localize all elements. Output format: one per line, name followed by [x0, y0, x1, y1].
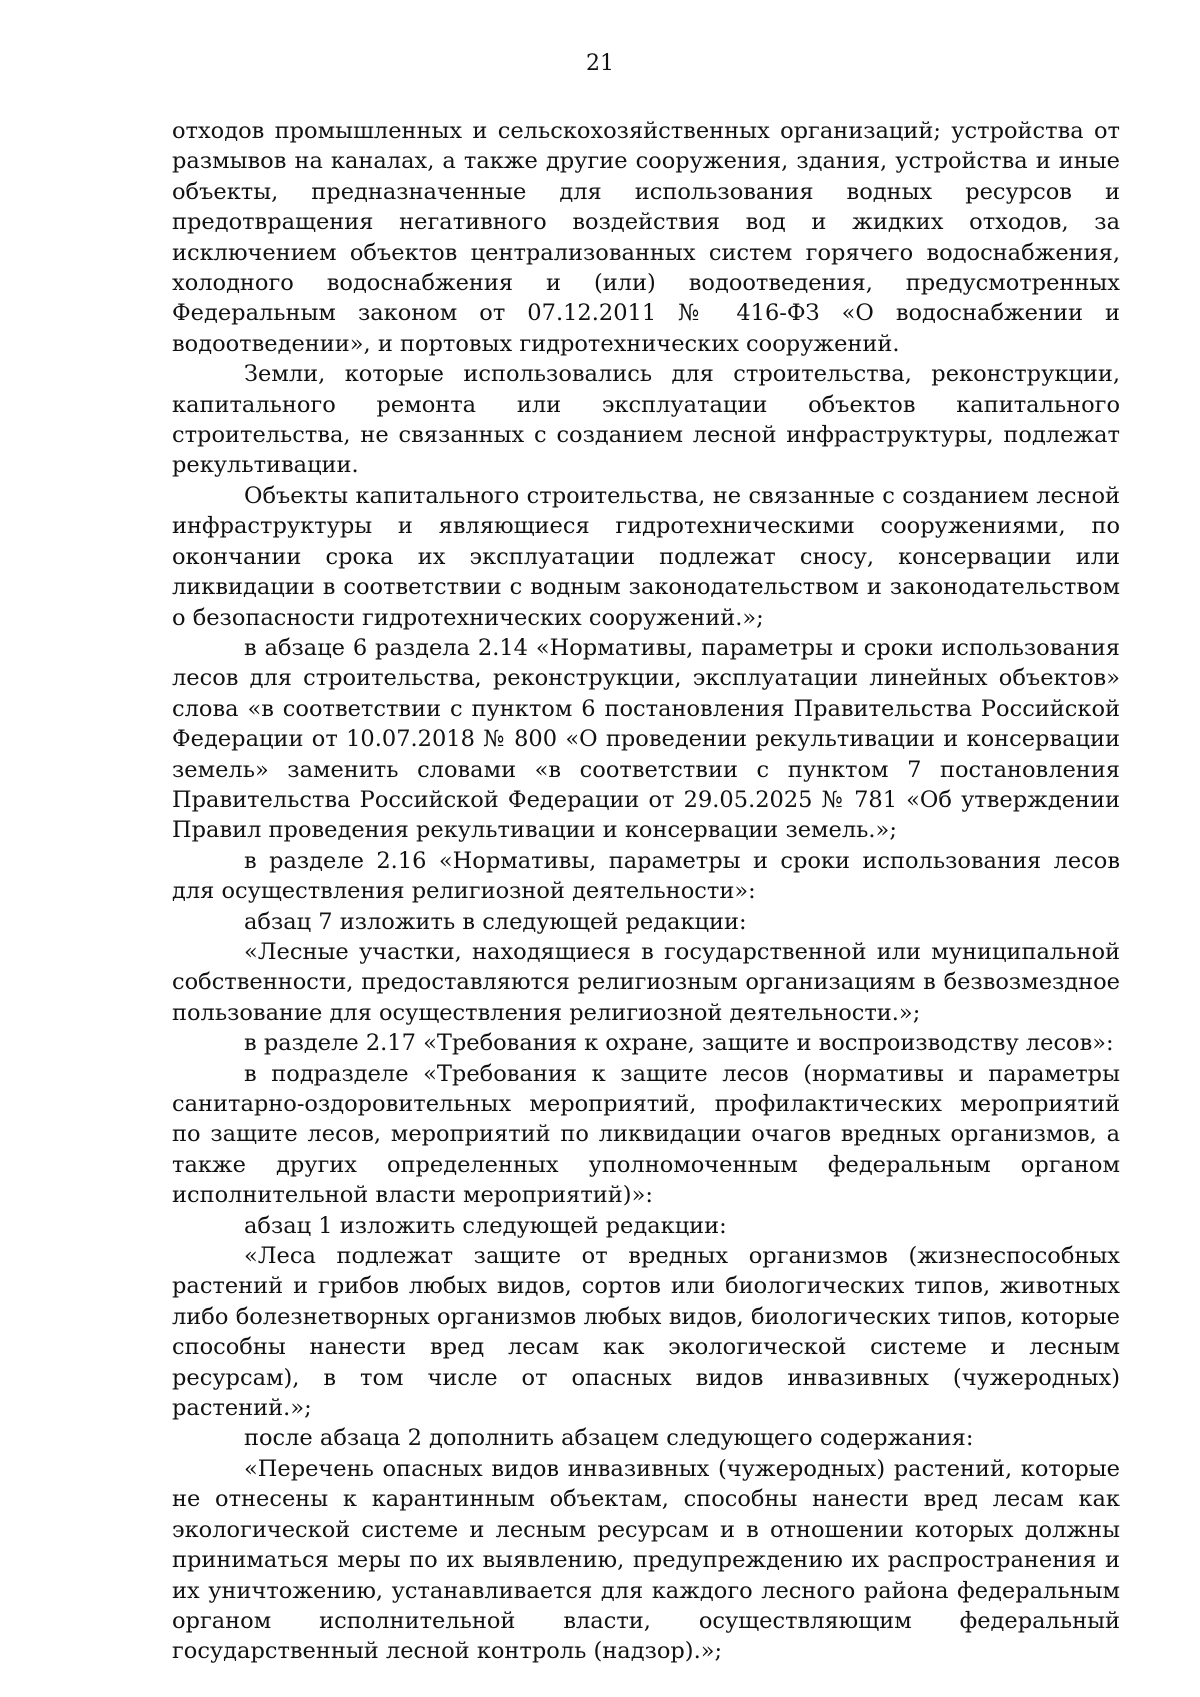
paragraph-9: в подразделе «Требования к защите лесов (нормативы и параметры санитарно-оздоровительных мероприятий, профилактических мероприятий по защите лесов, мероприятий по ликвидации очагов вредных организмов, а также других определенных уполномоченным федеральным органом исполнительной власти мероприятий)»: — [172, 1060, 1120, 1209]
paragraph-2: Земли, которые использовались для строительства, реконструкции, капитального ремонта или эксплуатации объектов капитального строительства, не связанных с созданием лесной инфраструктуры, подлежат рекультивации. — [172, 361, 1120, 479]
paragraph-4: в абзаце 6 раздела 2.14 «Нормативы, параметры и сроки использования лесов для строительства, реконструкции, эксплуатации линейных объектов» слова «в соответствии с пунктом 6 постановления Правительства Российской Федерации от 10.07.2018 № 800 «О проведении рекультивации и консервации земель» заменить словами «в соответствии с пунктом 7 постановления Правительства Российской Федерации от 29.05.2025 № 781 «Об утверждении Правил проведения рекультивации и консервации земель.»; — [172, 634, 1120, 844]
paragraph-10: абзац 1 изложить следующей редакции: — [244, 1212, 727, 1239]
paragraph-6: абзац 7 изложить в следующей редакции: — [244, 908, 747, 935]
paragraph-7: «Лесные участки, находящиеся в государственной или муниципальной собственности, предоставляются религиозным организациям в безвозмездное пользование для осуществления религиозной деятельности.»; — [172, 938, 1120, 1026]
paragraph-12: после абзаца 2 дополнить абзацем следующего содержания: — [244, 1425, 974, 1452]
paragraph-13: «Перечень опасных видов инвазивных (чужеродных) растений, которые не отнесены к карантинным объектам, способны нанести вред лесам как экологической системе и лесным ресурсам и в отношении которых должны приниматься меры по их выявлению, предупреждению их распространения и их уничтожению, устанавливается для каждого лесного района федеральным органом исполнительной власти, осуществляющим федеральный государственный лесной контроль (надзор).»; — [172, 1455, 1120, 1665]
paragraph-5: в разделе 2.16 «Нормативы, параметры и сроки использования лесов для осуществления религиозной деятельности»: — [172, 847, 1120, 905]
page-number: 21 — [586, 51, 614, 76]
paragraph-3: Объекты капитального строительства, не связанные с созданием лесной инфраструктуры и являющиеся гидротехническими сооружениями, по окончании срока их эксплуатации подлежат сносу, консервации или ликвидации в соответствии с водным законодательством и законодательством о безопасности гидротехнических сооружений.»; — [172, 482, 1120, 631]
paragraph-8: в разделе 2.17 «Требования к охране, защите и воспроизводству лесов»: — [244, 1030, 1114, 1057]
document-body — [172, 116, 1120, 1667]
paragraph-1: отходов промышленных и сельскохозяйственных организаций; устройства от размывов на каналах, а также другие сооружения, здания, устройства и иные объекты, предназначенные для использования водных ресурсов и предотвращения негативного воздействия вод и жидких отходов, за исключением объектов централизованных систем горячего водоснабжения, холодного водоснабжения и (или) водоотведения, предусмотренных Федеральным законом от 07.12.2011 № 416-ФЗ «О водоснабжении и водоотведении», и портовых гидротехнических сооружений. — [172, 118, 1120, 357]
paragraph-11: «Леса подлежат защите от вредных организмов (жизнеспособных растений и грибов любых видов, сортов или биологических типов, животных либо болезнетворных организмов любых видов, биологических типов, которые способны нанести вред лесам как экологической системе и лесным ресурсам), в том числе от опасных видов инвазивных (чужеродных) растений.»; — [172, 1243, 1120, 1422]
